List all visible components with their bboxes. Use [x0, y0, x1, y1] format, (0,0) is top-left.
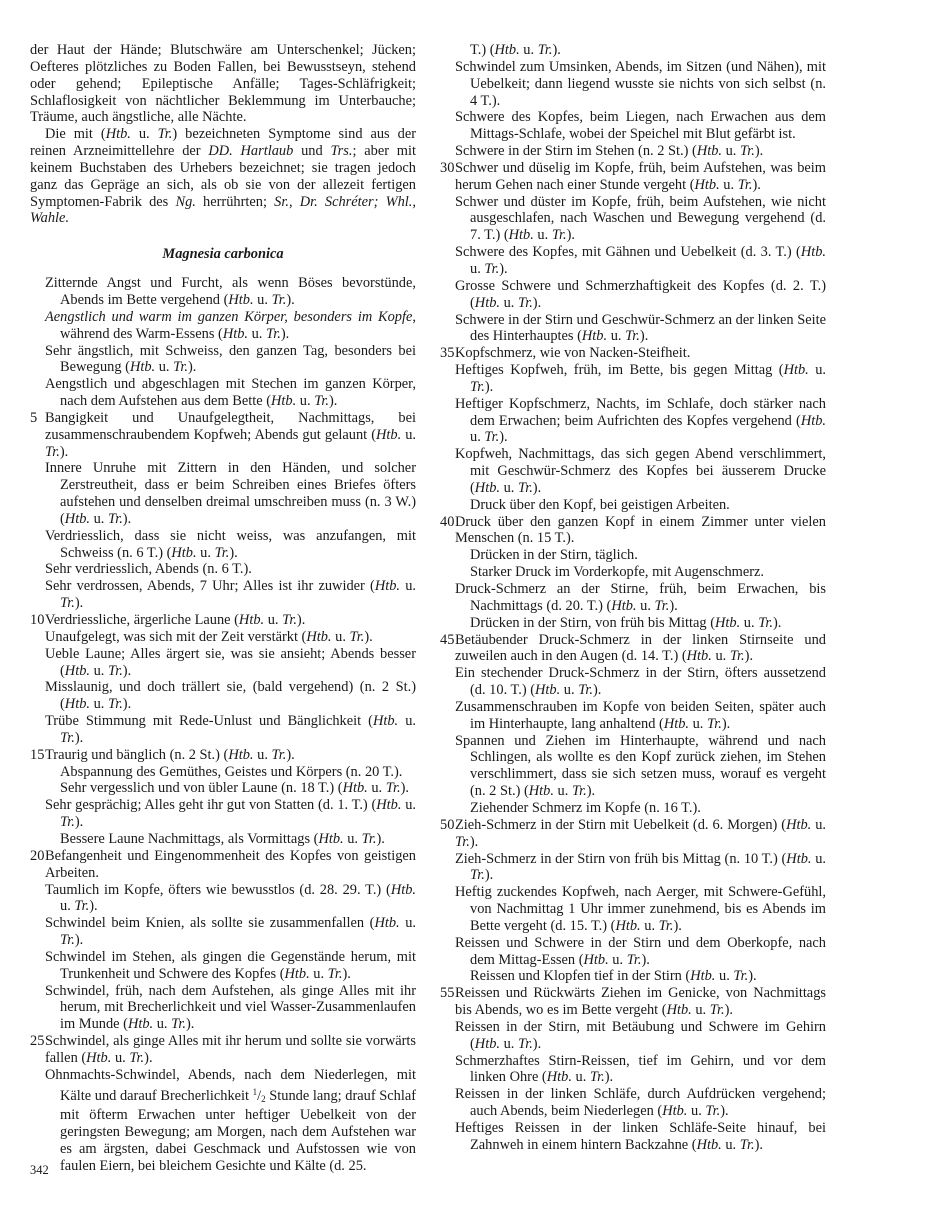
entry-number: 55 — [440, 985, 455, 1002]
symptom-entry — [440, 632, 826, 666]
symptom-entry: Schwindel, früh, nach dem Aufstehen, als ginge Alles mit ihr herum, mit Brecherlichkeit und viel Wasser-Zusammenlaufen im Munde (Htb. u. Tr.). — [45, 982, 416, 1033]
entry-number: 10 — [30, 612, 45, 628]
symptom-entry: Schwere in der Stirn im Stehen (n. 2 St.) (Htb. u. Tr.). — [455, 143, 764, 160]
symptom-entry: Grosse Schwere und Schmerzhaftigkeit des Kopfes (d. 2. T.) (Htb. u. Tr.). — [455, 277, 826, 311]
symptom-entry: Drücken in der Stirn, täglich. — [470, 547, 638, 564]
symptom-entry: Starker Druck im Vorderkopfe, mit Augenschmerz. — [470, 564, 765, 581]
intro-paragraph: der Haut der Hände; Blutschwäre am Unterschenkel; Jücken; Oefteres plötzliches zu Boden Fallen, bei Bewusstseyn, stehend oder gehend; Epileptische Anfälle; Tages-Schläfrigkeit; Schlaflosigkeit von nächtlicher Beklemmung im Unterbauche; Träume, auch ängstliche, alle Nächte. — [30, 42, 416, 126]
symptom-entry: Ohnmachts-Schwindel, Abends, nach dem Niederlegen, mit Kälte und darauf Brecherlichkeit $^1/_2$ Stunde lang; drauf Schlaf mit öfterm Erwachen unter heftiger Uebelkeit von der geringsten Bewegung; am Morgen, nach dem Aufstehen war es am ärgsten, dabei Geschmack und Aufstossen wie von faulen Eiern, bei bleichem Gesichte und Kälte (d. 25. — [45, 1066, 417, 1174]
symptom-entry — [30, 747, 416, 764]
symptom-entry: Aengstlich und warm im ganzen Körper, besonders im Kopfe, während des Warm-Essens (Htb. u. Tr.). — [45, 308, 416, 342]
entry-text: Befangenheit und Eingenommenheit des Kopfes von geistigen Arbeiten. — [45, 847, 416, 881]
symptom-entry: Bessere Laune Nachmittags, als Vormittags (Htb. u. Tr.). — [60, 830, 385, 847]
symptom-entry: Heftiges Reissen in der linken Schläfe-Seite hinauf, bei Zahnweh in einem hintern Backzahne (Htb. u. Tr.). — [455, 1120, 826, 1153]
entry-text: Zieh-Schmerz in der Stirn mit Uebelkeit (d. 6. Morgen) (Htb. u. Tr.). — [455, 816, 826, 850]
symptom-entry: Unaufgelegt, was sich mit der Zeit verstärkt (Htb. u. Tr.). — [45, 628, 373, 645]
intro-paragraph: Die mit (Htb. u. Tr.) bezeichneten Symptome sind aus der reinen Arzneimittellehre der DD. Hartlaub und Trs.; aber mit keinem Buchstaben des Urhebers bezeichnet; sie tragen jedoch ganz das Gepräge an sich, als ob sie von der allezeit fertigen Symptomen-Fabrik des Ng. herrührten; Sr., Dr. Schréter; Whl., Wahle. — [30, 126, 416, 227]
symptom-entry: Trübe Stimmung mit Rede-Unlust und Bänglichkeit (Htb. u. Tr.). — [45, 713, 416, 746]
entry-text: Kopfschmerz, wie von Nacken-Steifheit. — [455, 345, 691, 362]
symptom-entry: Sehr verdrossen, Abends, 7 Uhr; Alles ist ihr zuwider (Htb. u. Tr.). — [45, 578, 416, 612]
symptom-entry: Aengstlich und abgeschlagen mit Stechen im ganzen Körper, nach dem Aufstehen aus dem Bette (Htb. u. Tr.). — [45, 376, 416, 410]
entry-text: Schwer und düselig im Kopfe, früh, beim Aufstehen, was beim herum Gehen nach einer Stunde vergeht (Htb. u. Tr.). — [455, 159, 826, 193]
symptom-entry — [440, 985, 826, 1019]
symptom-entry: Schwer und düster im Kopfe, früh, beim Aufstehen, wie nicht ausgeschlafen, nach Waschen und Bewegung vergehend (d. 7. T.) (Htb. u. Tr.). — [455, 193, 826, 244]
symptom-entry: Ziehender Schmerz im Kopfe (n. 16 T.). — [470, 799, 701, 816]
entry-text: Bangigkeit und Unaufgelegtheit, Nachmittags, bei zusammenschraubendem Kopfweh; Abends gut gelaunt (Htb. u. Tr.). — [45, 409, 416, 460]
entry-number: 5 — [30, 409, 38, 426]
symptom-entry — [440, 514, 826, 548]
entry-text: Druck über den ganzen Kopf in einem Zimmer unter vielen Menschen (n. 15 T.). — [455, 513, 826, 547]
entry-number: 20 — [30, 847, 45, 864]
symptom-entry: Reissen und Schwere in der Stirn und dem Oberkopfe, nach dem Mittag-Essen (Htb. u. Tr.). — [455, 934, 826, 968]
entry-number: 35 — [440, 345, 455, 362]
symptom-entry: Zieh-Schmerz in der Stirn von früh bis Mittag (n. 10 T.) (Htb. u. Tr.). — [455, 850, 826, 884]
symptom-entry — [30, 410, 416, 461]
symptom-entry: Ueble Laune; Alles ärgert sie, was sie ansieht; Abends besser (Htb. u. Tr.). — [45, 645, 416, 679]
entry-number: 15 — [30, 746, 45, 763]
symptom-entry: Schwindel beim Knien, als sollte sie zusammenfallen (Htb. u. Tr.). — [45, 915, 417, 949]
symptom-entry: Schwere in der Stirn und Geschwür-Schmerz an der linken Seite des Hinterhauptes (Htb. u. Tr.). — [455, 311, 826, 345]
page-number: 342 — [30, 1163, 49, 1177]
symptom-entry: Drücken in der Stirn, von früh bis Mittag (Htb. u. Tr.). — [470, 614, 782, 631]
symptom-entry — [30, 1033, 416, 1067]
symptom-entry: Reissen in der Stirn, mit Betäubung und Schwere im Gehirn (Htb. u. Tr.). — [455, 1018, 826, 1052]
right-column — [440, 42, 826, 1154]
symptom-entry: Schwindel zum Umsinken, Abends, im Sitzen (und Nähen), mit Uebelkeit; dann liegend wusste sie nichts von sich selbst (n. 4 T.). — [455, 58, 826, 109]
symptom-entry: Sehr vergesslich und von übler Laune (n. 18 T.) (Htb. u. Tr.). — [60, 780, 409, 797]
symptom-entry: Ein stechender Druck-Schmerz in der Stirn, öfters aussetzend (d. 10. T.) (Htb. u. Tr.). — [455, 665, 826, 699]
symptom-entry: Heftiges Kopfweh, früh, im Bette, bis gegen Mittag (Htb. u. Tr.). — [455, 362, 827, 395]
symptom-entry: Sehr ängstlich, mit Schweiss, den ganzen Tag, besonders bei Bewegung (Htb. u. Tr.). — [45, 342, 416, 376]
symptom-entry: Misslaunig, und doch trällert sie, (bald vergehend) (n. 2 St.) (Htb. u. Tr.). — [45, 679, 416, 713]
entry-number: 50 — [440, 816, 455, 833]
symptom-entry: Taumlich im Kopfe, öfters wie bewusstlos (d. 28. 29. T.) (Htb. u. Tr.). — [45, 881, 416, 915]
symptom-entry: Schwere des Kopfes, mit Gähnen und Uebelkeit (d. 3. T.) (Htb. u. Tr.). — [455, 244, 826, 277]
symptom-entry: Zusammenschrauben im Kopfe von beiden Seiten, später auch im Hinterhaupte, lang anhaltend (Htb. u. Tr.). — [455, 698, 826, 732]
symptom-entry: Schwindel im Stehen, als gingen die Gegenstände herum, mit Trunkenheit und Schwere des Kopfes (Htb. u. Tr.). — [45, 948, 416, 982]
entry-number: 30 — [440, 159, 455, 176]
entry-text: Reissen und Rückwärts Ziehen im Genicke, von Nachmittags bis Abends, wo es im Bette vergeht (Htb. u. Tr.). — [455, 985, 826, 1019]
symptom-entry: Verdriesslich, dass sie nicht weiss, was anzufangen, mit Schweiss (n. 6 T.) (Htb. u. Tr.). — [45, 527, 416, 561]
symptom-entry — [30, 848, 416, 882]
symptom-entry — [30, 612, 416, 629]
symptom-entry: Innere Unruhe mit Zittern in den Händen, und solcher Zerstreutheit, dass er beim Schreiben eines Briefes öfters aufstehen und denselben dreimal umschreiben muss (n. 3 W.) (Htb. u. Tr.). — [45, 460, 416, 527]
symptom-entry — [440, 160, 826, 194]
symptom-entry: Druck-Schmerz an der Stirne, früh, beim Erwachen, bis Nachmittags (d. 20. T.) (Htb. u. Tr.). — [455, 581, 826, 614]
symptom-entry: Sehr verdriesslich, Abends (n. 6 T.). — [45, 561, 252, 578]
symptom-entry: Heftiger Kopfschmerz, Nachts, im Schlafe, doch stärker nach dem Erwachen; beim Aufrichten des Kopfes vergehend (Htb. u. Tr.). — [455, 395, 826, 446]
symptom-entry: Abspannung des Gemüthes, Geistes und Körpers (n. 20 T.). — [60, 763, 403, 780]
entry-number: 40 — [440, 513, 455, 530]
symptom-entry — [440, 345, 826, 362]
symptom-entry: Spannen und Ziehen im Hinterhaupte, während und nach Schlingen, als wollte es den Kopf zurück ziehen, im Stehen verschlimmert, dass sie sich setzen muss, worauf es vergeht (n. 2 St.) (Htb. u. Tr.). — [455, 732, 826, 800]
entry-text: Verdriessliche, ärgerliche Laune (Htb. u. Tr.). — [45, 612, 306, 628]
left-column — [30, 42, 416, 1175]
symptom-entry: Kopfweh, Nachmittags, das sich gegen Abend verschlimmert, mit Geschwür-Schmerz des Kopfes bei äusserem Drucke (Htb. u. Tr.). — [455, 446, 826, 496]
symptom-entry: Reissen in der linken Schläfe, durch Aufdrücken vergehend; auch Abends, beim Niederlegen (Htb. u. Tr.). — [455, 1086, 826, 1120]
entry-text: Schwindel, als ginge Alles mit ihr herum und sollte sie vorwärts fallen (Htb. u. Tr.). — [45, 1033, 416, 1066]
symptom-entry: Reissen und Klopfen tief in der Stirn (Htb. u. Tr.). — [470, 968, 757, 985]
symptom-entry: T.) (Htb. u. Tr.). — [470, 42, 561, 58]
entry-text: Betäubender Druck-Schmerz in der linken Stirnseite und zuweilen auch in den Augen (d. 14. T.) (Htb. u. Tr.). — [455, 631, 826, 665]
symptom-entry: Sehr gesprächig; Alles geht ihr gut von Statten (d. 1. T.) (Htb. u. Tr.). — [45, 797, 417, 831]
entry-number: 25 — [30, 1033, 45, 1050]
symptom-entry — [440, 817, 826, 851]
symptom-entry: Schwere des Kopfes, beim Liegen, nach Erwachen aus dem Mittags-Schlafe, wobei der Speichel mit Blut gefärbt ist. — [455, 109, 826, 143]
section-heading: Magnesia carbonica — [162, 246, 284, 263]
symptom-entry: Druck über den Kopf, bei geistigen Arbeiten. — [470, 496, 730, 513]
entry-text: Traurig und bänglich (n. 2 St.) (Htb. u. Tr.). — [45, 746, 295, 763]
symptom-entry: Schmerzhaftes Stirn-Reissen, tief im Gehirn, und vor dem linken Ohre (Htb. u. Tr.). — [455, 1052, 826, 1086]
symptom-entry: Heftig zuckendes Kopfweh, nach Aerger, mit Schwere-Gefühl, von Nachmittag 1 Uhr immer zunehmend, bis es Abends im Bette vergeht (d. 15. T.) (Htb. u. Tr.). — [455, 884, 826, 934]
symptom-entry: Zitternde Angst und Furcht, als wenn Böses bevorstünde, Abends im Bette vergehend (Htb. u. Tr.). — [45, 275, 416, 308]
entry-number: 45 — [440, 631, 455, 648]
